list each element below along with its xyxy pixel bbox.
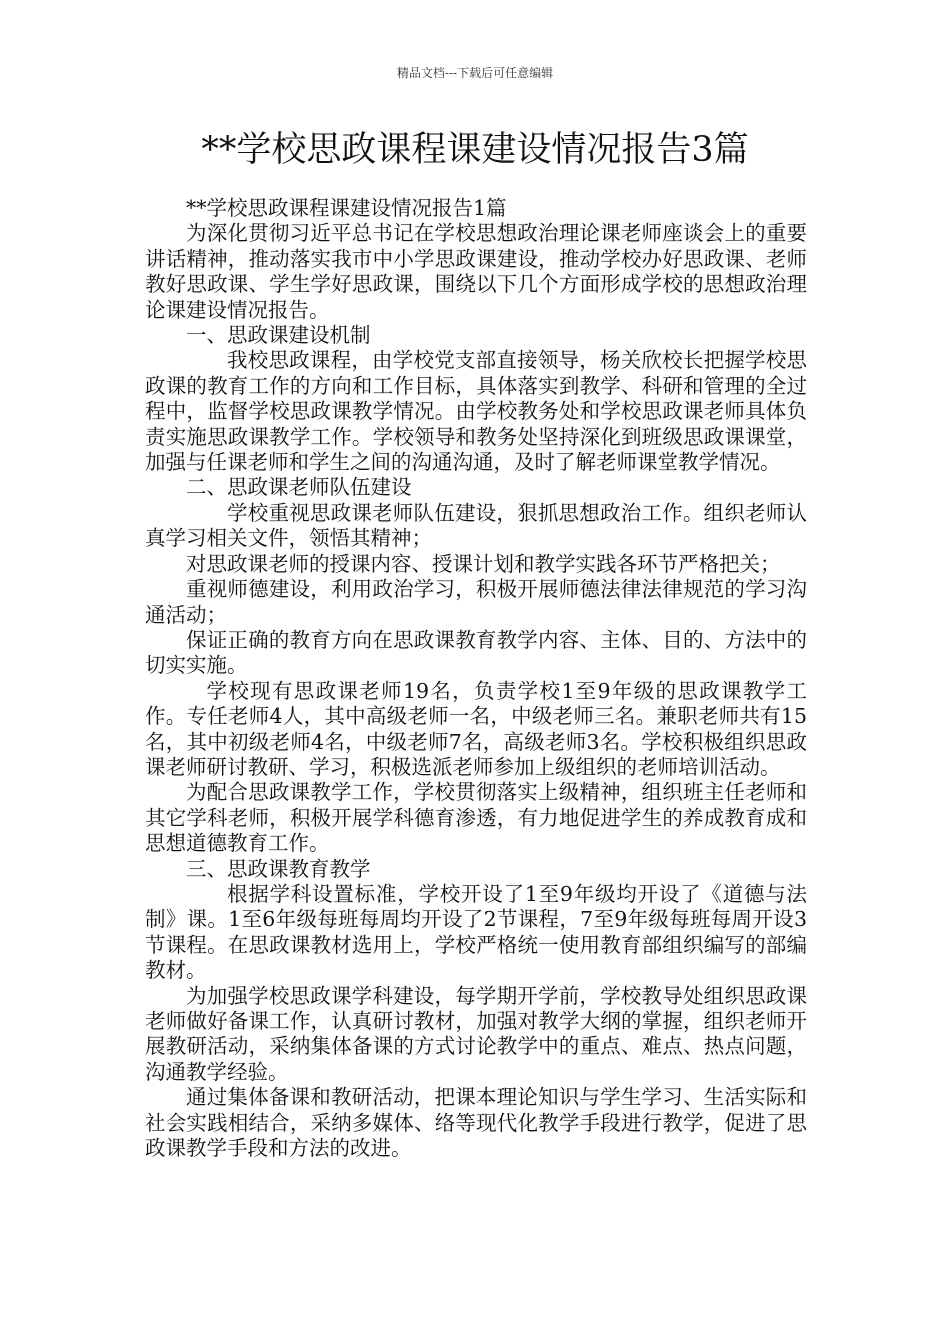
body-paragraph: 重视师德建设，利用政治学习，积极开展师德法律法律规范的学习沟通活动； xyxy=(145,577,807,627)
body-paragraph: 通过集体备课和教研活动，把课本理论知识与学生学习、生活实际和社会实践相结合，采纳多媒体、络等现代化教学手段进行教学，促进了思政课教学手段和方法的改进。 xyxy=(145,1085,807,1161)
body-paragraph: 为深化贯彻习近平总书记在学校思想政治理论课老师座谈会上的重要讲话精神，推动落实我市中小学思政课建设，推动学校办好思政课、老师教好思政课、学生学好思政课，围绕以下几个方面形成学校的思想政治理论课建设情况报告。 xyxy=(145,221,807,322)
section-heading: 三、思政课教育教学 xyxy=(186,856,371,881)
body-paragraph: 为加强学校思政课学科建设，每学期开学前，学校教导处组织思政课老师做好备课工作，认真研讨教材，加强对教学大纲的掌握，组织老师开展教研活动，采纳集体备课的方式讨论教学中的重点、难点、热点问题，沟通教学经验。 xyxy=(145,983,807,1084)
body-paragraph: 对思政课老师的授课内容、授课计划和教学实践各环节严格把关； xyxy=(186,551,781,576)
subtitle-paragraph: **学校思政课程课建设情况报告1篇 xyxy=(186,196,507,220)
body-paragraph: 根据学科设置标准，学校开设了1至9年级均开设了《道德与法制》课。1至6年级每班每周均开设了2节课程，7至9年级每班每周开设3节课程。在思政课教材选用上，学校严格统一使用教育部组织编写的部编教材。 xyxy=(145,881,807,983)
body-paragraph: 学校现有思政课老师19名，负责学校1至9年级的思政课教学工作。专任老师4人，其中高级老师一名，中级老师三名。兼职老师共有15名，其中初级老师4名，中级老师7名，高级老师3名。学校积极组织思政课老师研讨教研、学习，积极选派老师参加上级组织的老师培训活动。 xyxy=(145,678,807,779)
body-paragraph: 保证正确的教育方向在思政课教育教学内容、主体、目的、方法中的切实实施。 xyxy=(145,627,807,678)
body-paragraph: 我校思政课程，由学校党支部直接领导，杨关欣校长把握学校思政课的教育工作的方向和工作目标，具体落实到教学、科研和管理的全过程中，监督学校思政课教学情况。由学校教务处和学校思政课老师具体负责实施思政课教学工作。学校领导和教务处坚持深化到班级思政课课堂，加强与任课老师和学生之间的沟通沟通，及时了解老师课堂教学情况。 xyxy=(145,348,807,475)
section-heading: 二、思政课老师队伍建设 xyxy=(186,475,412,500)
document-body xyxy=(145,196,807,1161)
body-paragraph: 为配合思政课教学工作，学校贯彻落实上级精神，组织班主任老师和其它学科老师，积极开展学科德育渗透，有力地促进学生的养成教育成和思想道德教育工作。 xyxy=(145,780,807,856)
section-heading: 一、思政课建设机制 xyxy=(186,323,371,348)
body-paragraph: 学校重视思政课老师队伍建设，狠抓思想政治工作。组织老师认真学习相关文件，领悟其精神； xyxy=(145,500,807,551)
header-note: 精品文档---下载后可任意编辑 xyxy=(396,66,554,80)
document-title: **学校思政课程课建设情况报告3篇 xyxy=(201,130,749,170)
